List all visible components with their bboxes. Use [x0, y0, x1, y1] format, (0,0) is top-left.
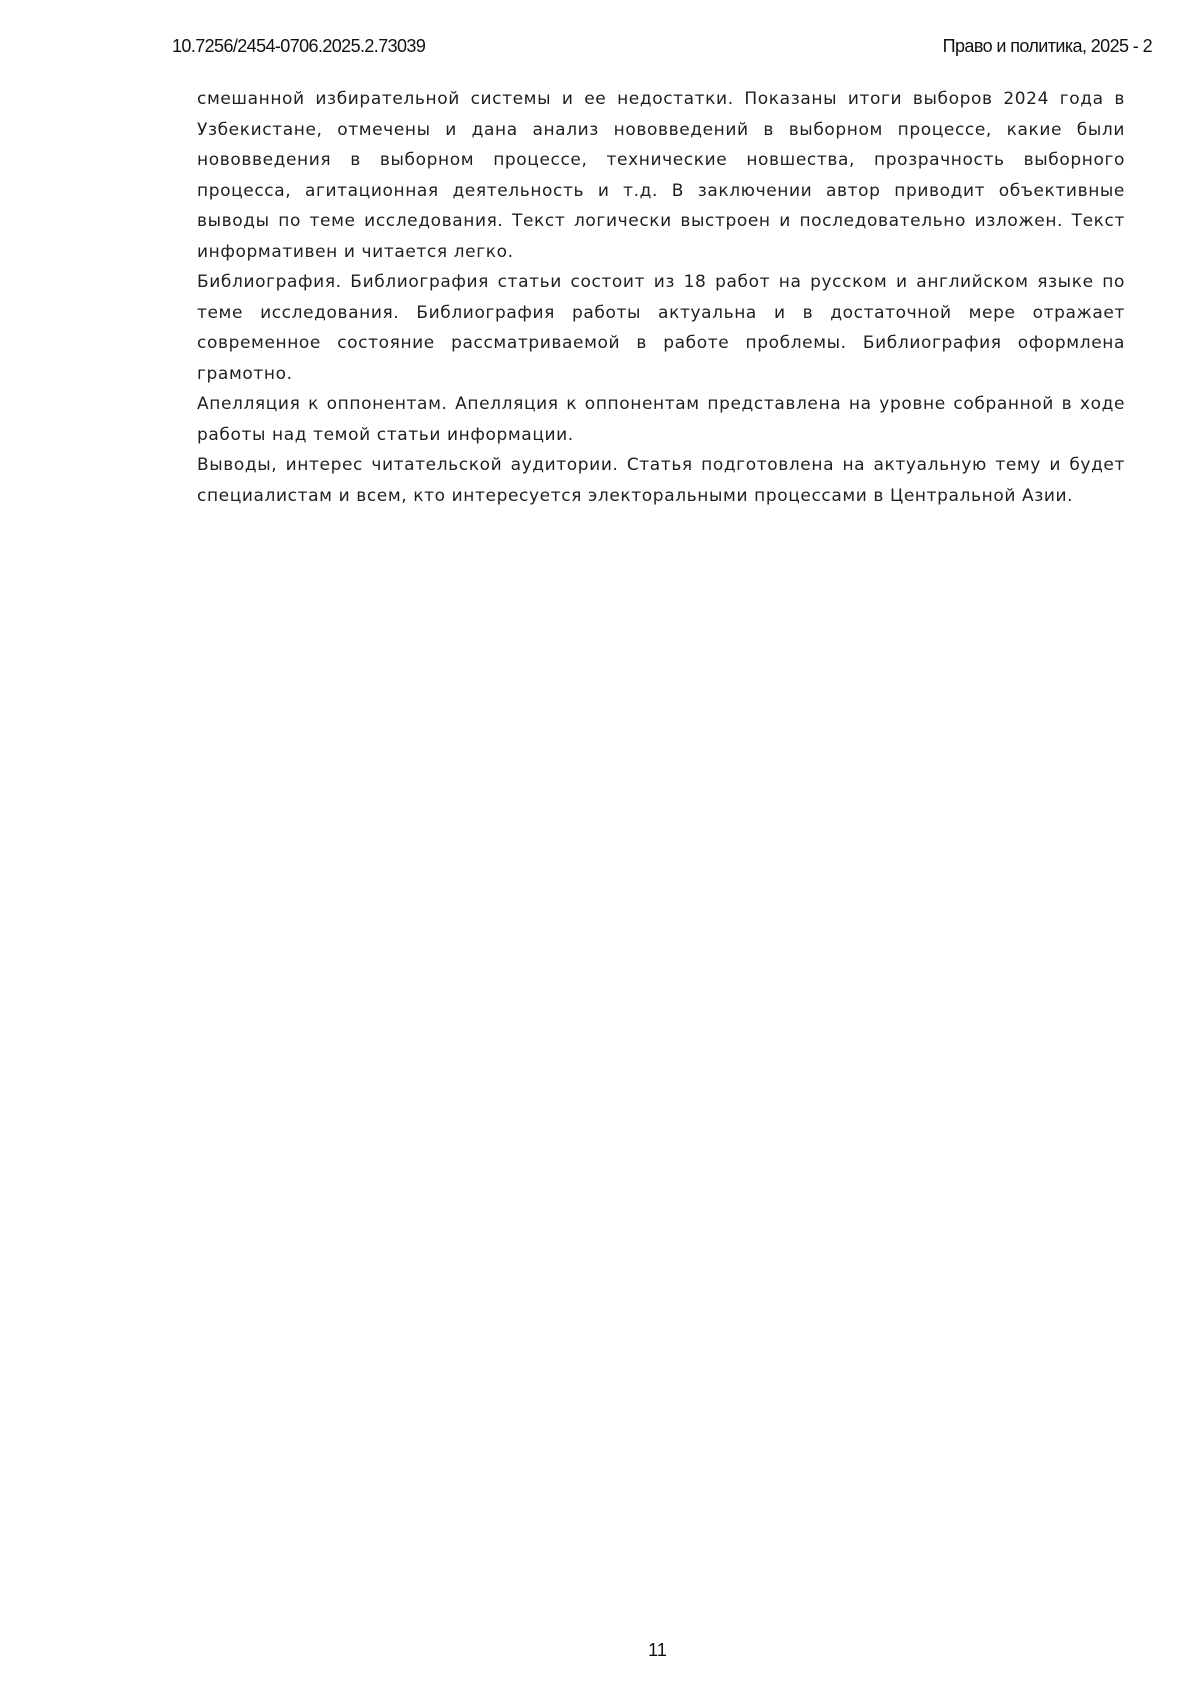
paragraph-conclusions: Выводы, интерес читательской аудитории. Статья подготовлена на актуальную тему и будет специалистам и всем, кто интересуется электоральными процессами в Центральной Азии.	[197, 455, 1125, 506]
journal-title: Право и политика, 2025 - 2	[942, 36, 1152, 56]
doi-label: 10.7256/2454-0706.2025.2.73039	[172, 36, 426, 56]
page-number: 11	[648, 1640, 667, 1660]
page-header	[172, 36, 1152, 60]
paragraph-appeal: Апелляция к оппонентам. Апелляция к оппонентам представлена на уровне собранной в ходе работы над темой статьи информации.	[197, 394, 1125, 445]
article-body	[197, 84, 1125, 511]
paragraph-summary: смешанной избирательной системы и ее недостатки. Показаны итоги выборов 2024 года в Узбекистане, отмечены и дана анализ нововведений в выборном процессе, какие были нововведения в выборном процессе, технические новшества, прозрачность выборного процесса, агитационная деятельность и т.д. В заключении автор приводит объективные выводы по теме исследования. Текст логически выстроен и последовательно изложен. Текст информативен и читается легко.	[197, 89, 1125, 262]
paragraph-bibliography: Библиография. Библиография статьи состоит из 18 работ на русском и английском языке по теме исследования. Библиография работы актуальна и в достаточной мере отражает современное состояние рассматриваемой в работе проблемы. Библиография оформлена грамотно.	[197, 272, 1125, 384]
